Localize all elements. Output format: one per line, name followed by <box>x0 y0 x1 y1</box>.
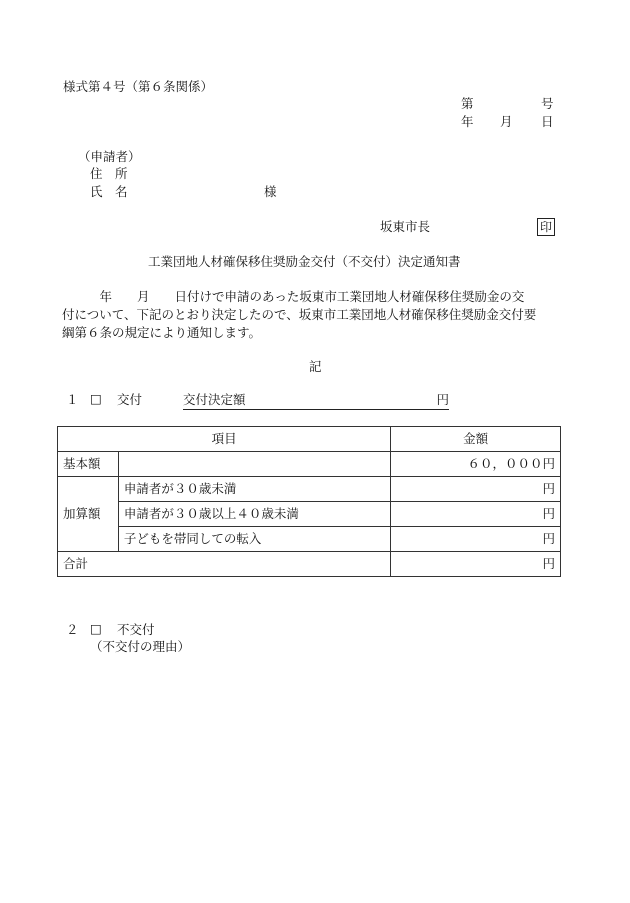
extra-row-amount: 円 <box>391 527 561 552</box>
base-amount: ６０，０００円 <box>391 452 561 477</box>
amount-label: 交付決定額 <box>183 392 246 407</box>
address-label: 住 所 <box>90 166 128 181</box>
doc-number-go: 号 <box>541 96 554 111</box>
base-label: 基本額 <box>58 452 119 477</box>
extra-label: 加算額 <box>58 477 119 552</box>
item1-number: １ <box>66 392 79 407</box>
date-year: 年 <box>461 114 474 129</box>
table-row <box>58 452 561 477</box>
seal-text: 印 <box>537 218 555 236</box>
amount-unit: 円 <box>436 392 449 407</box>
honorific: 様 <box>264 184 277 199</box>
body-line-1: 年 月 日付けで申請のあった坂東市工業団地人材確保移住奨励金の交 <box>62 289 525 304</box>
header-amount: 金額 <box>391 427 561 452</box>
table-row <box>58 527 561 552</box>
applicant-heading: （申請者） <box>78 149 141 164</box>
extra-row-label: 申請者が３０歳未満 <box>118 477 390 502</box>
item2-label: 不交付 <box>117 622 155 637</box>
issuer-title: 坂東市長 <box>380 219 431 234</box>
seal-mark <box>537 218 555 236</box>
amount-table <box>57 426 561 577</box>
item2-reason-label: （不交付の理由） <box>90 639 191 654</box>
name-label: 氏 名 <box>90 184 128 199</box>
extra-row-amount: 円 <box>391 477 561 502</box>
extra-row-amount: 円 <box>391 502 561 527</box>
total-label: 合計 <box>58 552 391 577</box>
item1-amount-line <box>183 392 449 410</box>
date-month: 月 <box>500 114 513 129</box>
header-item: 項目 <box>58 427 391 452</box>
ki-heading: 記 <box>309 359 322 374</box>
doc-title: 工業団地人材確保移住奨励金交付（不交付）決定通知書 <box>148 254 461 269</box>
item1-label: 交付 <box>117 392 143 407</box>
table-row <box>58 552 561 577</box>
table-row <box>58 477 561 502</box>
body-line-3: 綱第６条の規定により通知します。 <box>62 325 262 340</box>
form-number: 様式第４号（第６条関係） <box>63 79 214 94</box>
item1-checkbox[interactable]: □ <box>90 391 102 406</box>
item2-checkbox[interactable]: □ <box>90 621 102 636</box>
total-amount: 円 <box>391 552 561 577</box>
item2-number: ２ <box>66 622 79 637</box>
body-line-2: 付について、下記のとおり決定したので、坂東市工業団地人材確保移住奨励金交付要 <box>62 307 537 322</box>
base-blank <box>118 452 390 477</box>
doc-number-dai: 第 <box>461 96 474 111</box>
table-row <box>58 502 561 527</box>
date-day: 日 <box>541 114 554 129</box>
extra-row-label: 子どもを帯同しての転入 <box>118 527 390 552</box>
extra-row-label: 申請者が３０歳以上４０歳未満 <box>118 502 390 527</box>
table-header-row <box>58 427 561 452</box>
